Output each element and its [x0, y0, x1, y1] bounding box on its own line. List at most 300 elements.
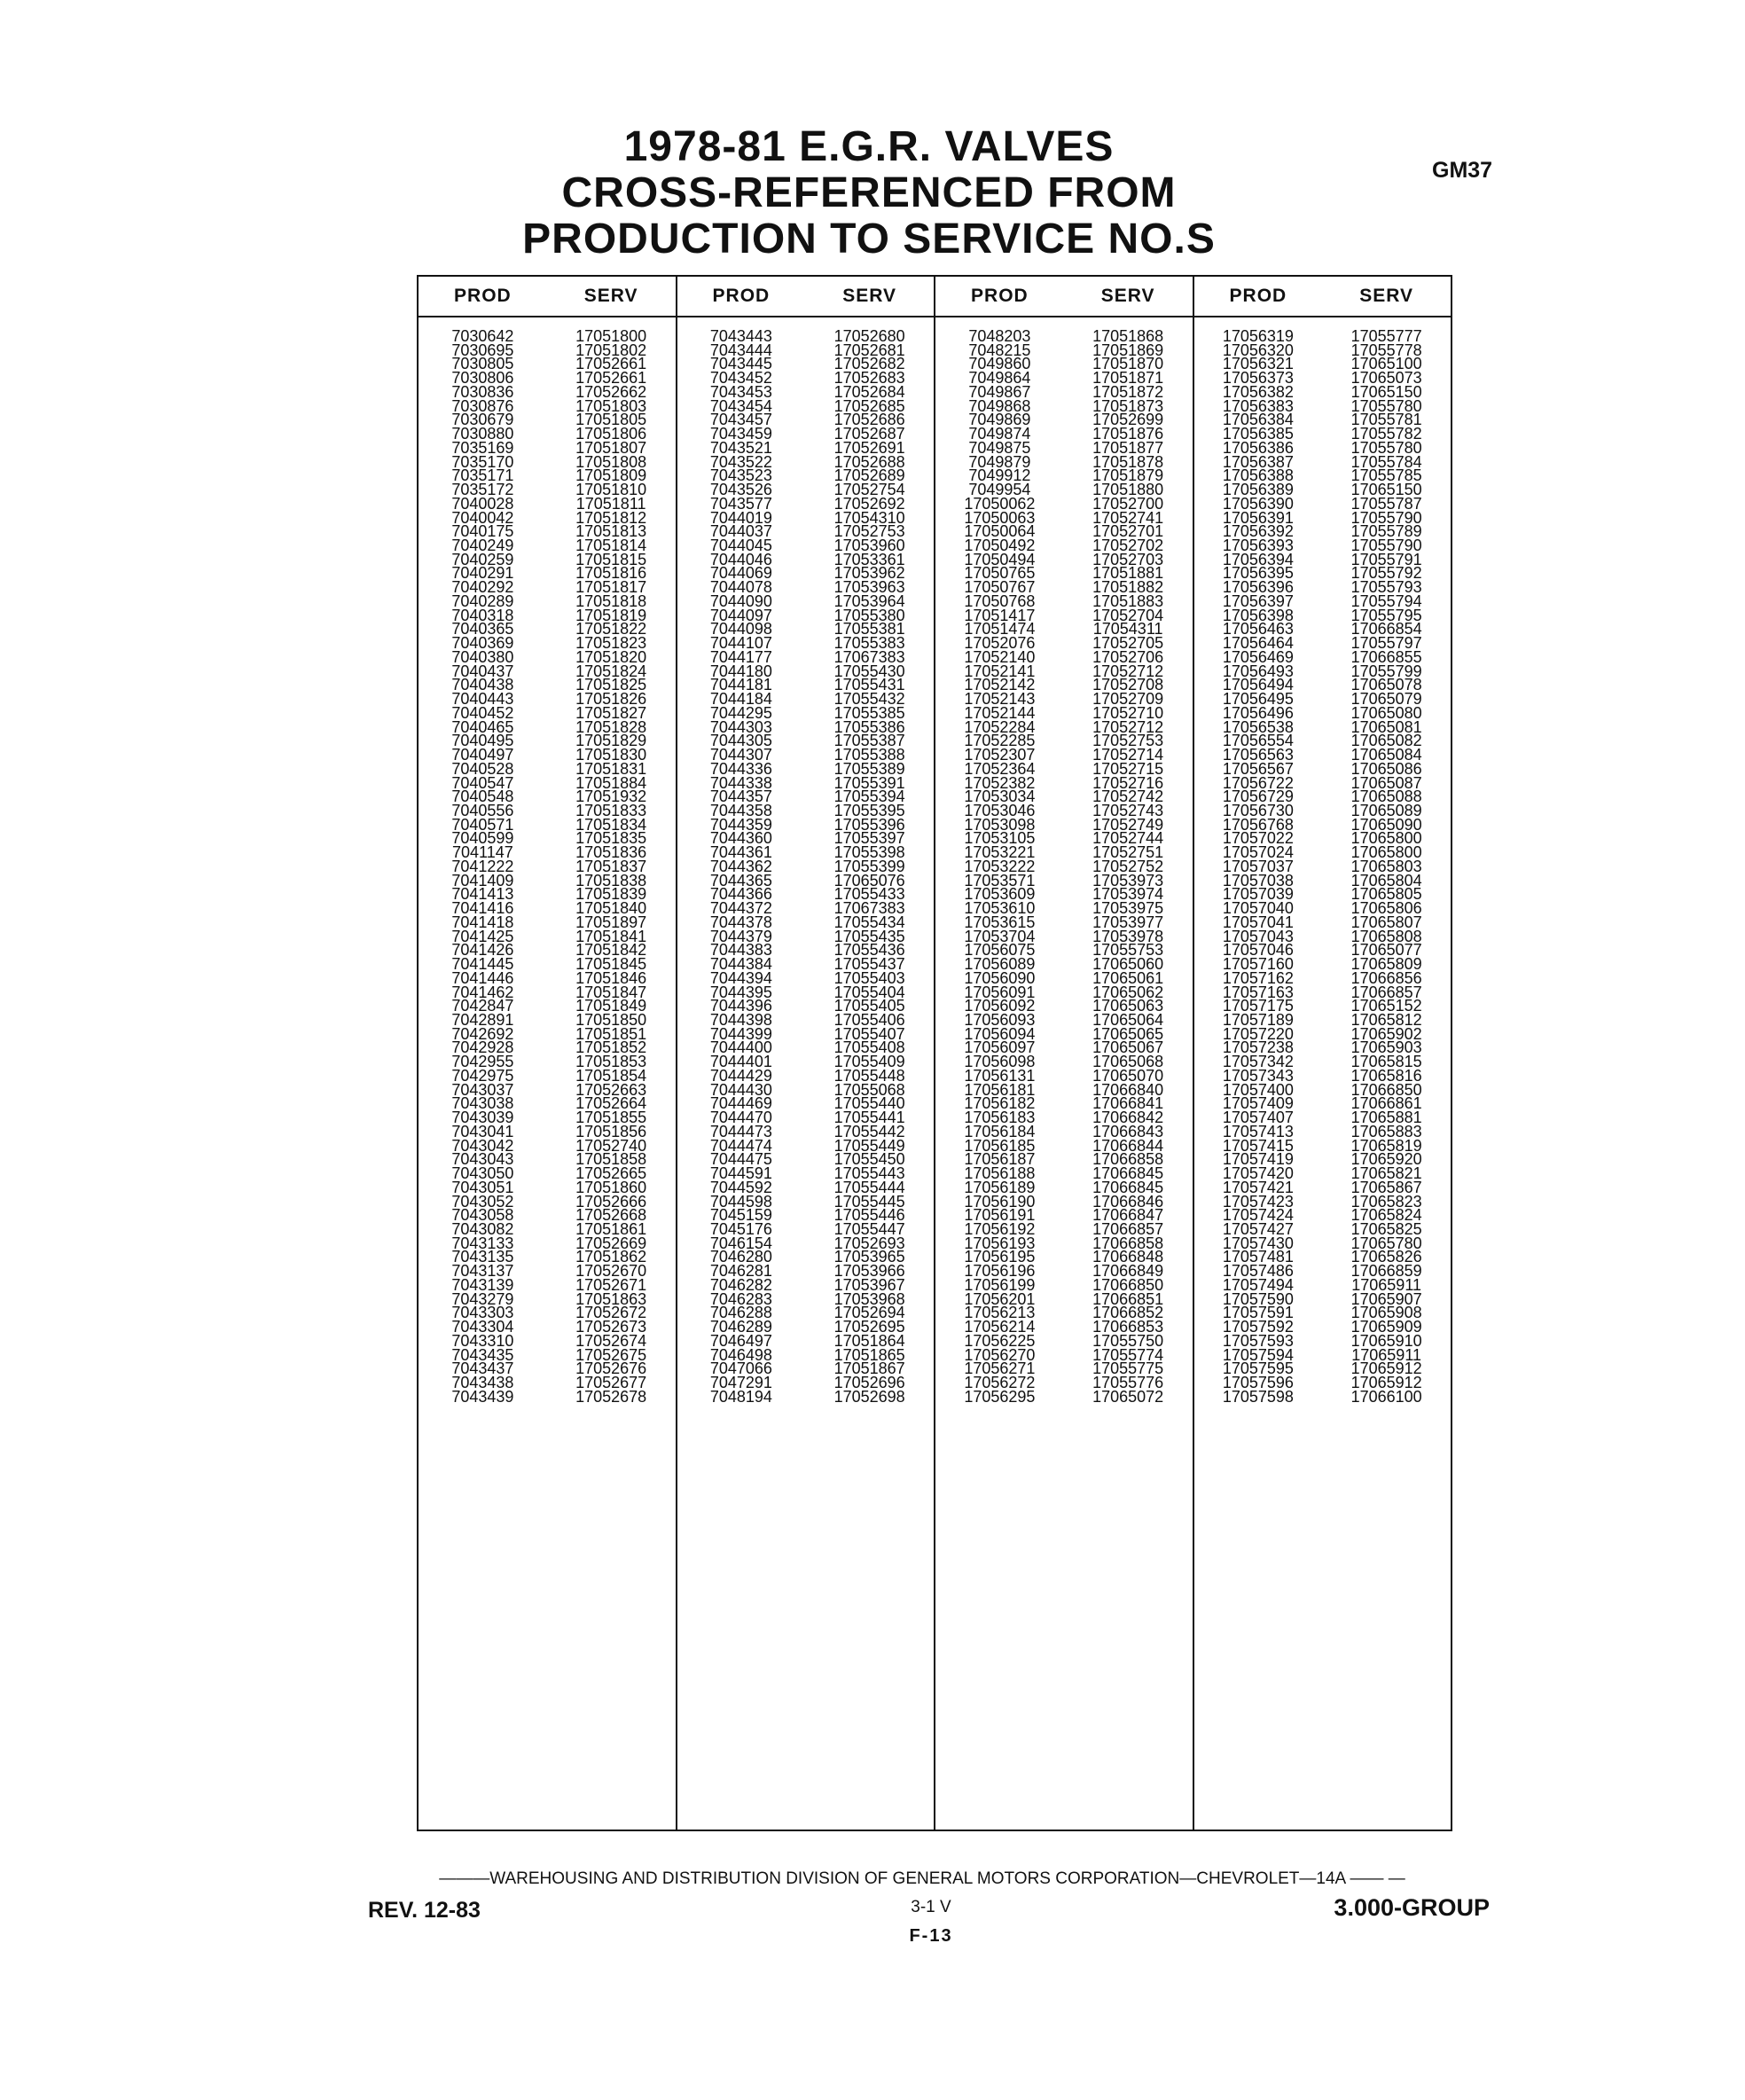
serv-number: 17052694: [833, 1304, 905, 1322]
serv-number: 17066850: [1092, 1275, 1164, 1294]
serv-number: 17051861: [575, 1220, 647, 1238]
prod-number: 7046288: [709, 1304, 772, 1322]
serv-number: 17065150: [1350, 382, 1422, 401]
serv-number: 17052753: [1092, 732, 1164, 750]
serv-number: 17055388: [833, 746, 905, 764]
prod-number: 17057590: [1222, 1289, 1294, 1308]
prod-number: 7043453: [709, 382, 772, 401]
prod-number: 7046154: [709, 1234, 772, 1252]
prod-number: 17056394: [1222, 550, 1294, 568]
prod-number: 17056093: [964, 1010, 1036, 1029]
prod-number: 17056554: [1222, 732, 1294, 750]
serv-number: 17051869: [1092, 341, 1164, 359]
prod-number: 7041418: [451, 913, 514, 931]
serv-number: 17065081: [1350, 717, 1422, 736]
serv-number: 17055448: [833, 1066, 905, 1085]
prod-number: 17056398: [1222, 606, 1294, 624]
serv-number: 17051851: [575, 1024, 647, 1043]
serv-number: 17055441: [833, 1109, 905, 1127]
prod-number: 17052144: [964, 703, 1036, 722]
serv-number: 17055381: [833, 620, 905, 639]
prod-number: 7040365: [451, 620, 514, 639]
serv-number: 17051868: [1092, 327, 1164, 345]
prod-number: 7043443: [709, 327, 772, 345]
serv-number: 17055785: [1350, 466, 1422, 485]
serv-number: 17052671: [575, 1275, 647, 1294]
prod-number: 17056097: [964, 1038, 1036, 1057]
prod-number: 7030805: [451, 355, 514, 373]
prod-number: 7044398: [709, 1010, 772, 1029]
serv-number: 17055753: [1092, 941, 1164, 960]
serv-number: 17065805: [1350, 885, 1422, 904]
serv-number: 17052742: [1092, 788, 1164, 806]
prod-number: 17050492: [964, 537, 1036, 555]
serv-number: 17055446: [833, 1206, 905, 1225]
serv-number: 17055403: [833, 968, 905, 987]
serv-number: 17051849: [575, 997, 647, 1015]
serv-number: 17055409: [833, 1053, 905, 1071]
prod-number: 7049879: [968, 452, 1031, 471]
prod-number: 7040556: [451, 801, 514, 819]
prod-number: 17056213: [964, 1304, 1036, 1322]
serv-number: 17051828: [575, 717, 647, 736]
serv-number: 17055447: [833, 1220, 905, 1238]
serv-number: 17065804: [1350, 871, 1422, 889]
prod-number: 7044475: [709, 1150, 772, 1169]
table-column: [935, 277, 1194, 1830]
serv-number: 17052714: [1092, 746, 1164, 764]
prod-number: 7044394: [709, 968, 772, 987]
prod-number: 7040380: [451, 647, 514, 666]
prod-number: 7045159: [709, 1206, 772, 1225]
serv-number: 17055791: [1350, 550, 1422, 568]
title-line-1: 1978-81 E.G.R. VALVES: [623, 123, 1115, 170]
prod-number: 7044046: [709, 550, 772, 568]
serv-number: 17065780: [1350, 1234, 1422, 1252]
prod-number: 17056389: [1222, 481, 1294, 499]
serv-number: 17055396: [833, 815, 905, 834]
serv-number: 17055389: [833, 759, 905, 778]
prod-number: 17057423: [1222, 1192, 1294, 1211]
prod-number: 17056270: [964, 1345, 1036, 1364]
prod-number: 17057415: [1222, 1136, 1294, 1155]
serv-number: 17065912: [1350, 1360, 1422, 1378]
serv-number: 17051858: [575, 1150, 647, 1169]
serv-number: 17051836: [575, 843, 647, 862]
serv-number: 17052704: [1092, 606, 1164, 624]
serv-number: 17051834: [575, 815, 647, 834]
serv-number: 17052666: [575, 1192, 647, 1211]
prod-number: 17053222: [964, 857, 1036, 875]
prod-number: 7030695: [451, 341, 514, 359]
serv-number: 17051867: [833, 1360, 905, 1378]
prod-number: 7041147: [452, 843, 513, 862]
serv-number: 17066842: [1092, 1109, 1164, 1127]
prod-number: 17057040: [1222, 899, 1294, 918]
prod-number: 17050062: [964, 494, 1036, 513]
serv-number: 17055387: [833, 732, 905, 750]
serv-number: 17066857: [1092, 1220, 1164, 1238]
serv-number: 17052681: [833, 341, 905, 359]
prod-number: 17052141: [964, 662, 1036, 680]
prod-header: PROD: [712, 286, 771, 306]
prod-number: 17057163: [1222, 983, 1294, 1001]
serv-number: 17065089: [1350, 801, 1422, 819]
serv-number: 17055782: [1350, 425, 1422, 443]
serv-number: 17065067: [1092, 1038, 1164, 1057]
prod-number: 17056397: [1222, 592, 1294, 610]
serv-number: 17065812: [1350, 1010, 1422, 1029]
prod-number: 17050063: [964, 508, 1036, 527]
serv-number: 17066844: [1092, 1136, 1164, 1155]
serv-number: 17066861: [1350, 1094, 1422, 1113]
serv-number: 17055792: [1350, 564, 1422, 583]
prod-number: 7035171: [451, 466, 514, 485]
serv-number: 17053965: [833, 1248, 905, 1266]
prod-number: 17057238: [1222, 1038, 1294, 1057]
serv-number: 17052693: [833, 1234, 905, 1252]
serv-number: 17055068: [833, 1080, 905, 1099]
prod-number: 17053034: [964, 788, 1036, 806]
serv-number: 17066851: [1092, 1289, 1164, 1308]
prod-number: 17057595: [1222, 1360, 1294, 1378]
prod-number: 7047066: [709, 1360, 772, 1378]
serv-number: 17052709: [1092, 690, 1164, 709]
prod-number: 7046280: [709, 1248, 772, 1266]
serv-number: 17052663: [575, 1080, 647, 1099]
prod-number: 17052364: [964, 759, 1036, 778]
serv-number: 17051897: [575, 913, 647, 931]
prod-number: 17056388: [1222, 466, 1294, 485]
serv-number: 17066845: [1092, 1178, 1164, 1196]
serv-number: 17051820: [575, 647, 647, 666]
prod-number: 17056188: [964, 1164, 1036, 1183]
serv-number: 17054311: [1092, 620, 1163, 639]
serv-number: 17051800: [575, 327, 647, 345]
serv-number: 17051854: [575, 1066, 647, 1085]
serv-number: 17065881: [1350, 1109, 1422, 1127]
serv-number: 17055395: [833, 801, 905, 819]
prod-number: 7040452: [451, 703, 514, 722]
prod-number: 7044383: [709, 941, 772, 960]
serv-number: 17065910: [1350, 1331, 1422, 1350]
prod-number: 7042975: [451, 1066, 514, 1085]
serv-number: 17051805: [575, 411, 647, 429]
serv-number: 17052670: [575, 1262, 647, 1281]
serv-number: 17051879: [1092, 466, 1164, 485]
table-column: [419, 277, 677, 1830]
serv-number: 17052699: [1092, 411, 1164, 429]
serv-number: 17055408: [833, 1038, 905, 1057]
serv-number: 17065903: [1350, 1038, 1422, 1057]
prod-number: 7044384: [709, 955, 772, 974]
prod-number: 17056190: [964, 1192, 1036, 1211]
serv-number: 17052675: [575, 1345, 647, 1364]
serv-number: 17066858: [1092, 1234, 1164, 1252]
prod-number: 7046282: [709, 1275, 772, 1294]
serv-number: 17051850: [575, 1010, 647, 1029]
prod-number: 17056094: [964, 1024, 1036, 1043]
serv-number: 17066858: [1092, 1150, 1164, 1169]
serv-number: 17052700: [1092, 494, 1164, 513]
serv-number: 17065912: [1350, 1374, 1422, 1392]
serv-number: 17053963: [833, 578, 905, 597]
serv-number: 17051803: [575, 396, 647, 415]
prod-number: 17056393: [1222, 537, 1294, 555]
prod-number: 17051417: [964, 606, 1036, 624]
serv-number: 17051825: [575, 676, 647, 694]
prod-number: 17056195: [964, 1248, 1036, 1266]
group-label: 3.000-GROUP: [1334, 1894, 1490, 1921]
prod-number: 7040175: [451, 522, 514, 541]
prod-number: 17056563: [1222, 746, 1294, 764]
serv-number: 17052661: [575, 355, 647, 373]
serv-number: 17065823: [1350, 1192, 1422, 1211]
revision-label: REV. 12-83: [368, 1898, 481, 1923]
serv-number: 17066854: [1350, 620, 1422, 639]
prod-number: 7040437: [451, 662, 514, 680]
prod-number: 17057592: [1222, 1318, 1294, 1336]
serv-number: 17051842: [575, 941, 647, 960]
serv-number: 17055406: [833, 1010, 905, 1029]
serv-number: 17055437: [833, 955, 905, 974]
prod-number: 17056385: [1222, 425, 1294, 443]
serv-number: 17066849: [1092, 1262, 1164, 1281]
serv-number: 17055780: [1350, 396, 1422, 415]
serv-number: 17055434: [833, 913, 905, 931]
serv-number: 17055440: [833, 1094, 905, 1113]
prod-number: 17057420: [1222, 1164, 1294, 1183]
serv-number: 17051853: [575, 1053, 647, 1071]
serv-number: 17055380: [833, 606, 905, 624]
serv-number: 17051884: [575, 773, 647, 792]
prod-number: 7030876: [451, 396, 514, 415]
prod-number: 17056196: [964, 1262, 1036, 1281]
prod-number: 7044362: [709, 857, 772, 875]
prod-number: 7044378: [709, 913, 772, 931]
prod-number: 7030806: [451, 369, 514, 388]
prod-number: 7043052: [451, 1192, 514, 1211]
title-line-2: CROSS-REFERENCED FROM: [561, 169, 1177, 216]
serv-number: 17065807: [1350, 913, 1422, 931]
column-header: [419, 277, 676, 317]
prod-number: 7043445: [709, 355, 772, 373]
prod-number: 7040528: [451, 759, 514, 778]
prod-number: 7043133: [451, 1234, 514, 1252]
prod-number: 17057041: [1222, 913, 1294, 931]
serv-number: 17052685: [833, 396, 905, 415]
prod-number: 7046498: [709, 1345, 772, 1364]
serv-number: 17055444: [833, 1178, 905, 1196]
serv-number: 17055775: [1092, 1360, 1164, 1378]
prod-header: PROD: [971, 286, 1029, 306]
prod-number: 7044037: [709, 522, 772, 541]
prod-number: 7045176: [709, 1220, 772, 1238]
serv-number: 17052674: [575, 1331, 647, 1350]
serv-number: 17053966: [833, 1262, 905, 1281]
prod-number: 17057039: [1222, 885, 1294, 904]
prod-number: 17056464: [1222, 634, 1294, 653]
serv-number: 17065087: [1350, 773, 1422, 792]
serv-number: 17066859: [1350, 1262, 1422, 1281]
prod-number: 17050765: [964, 564, 1036, 583]
serv-number: 17055445: [833, 1192, 905, 1211]
serv-number: 17055777: [1350, 327, 1422, 345]
serv-number: 17051827: [575, 703, 647, 722]
prod-number: 7044474: [709, 1136, 772, 1155]
page-number: F-13: [909, 1926, 953, 1946]
prod-number: 17056092: [964, 997, 1036, 1015]
prod-number: 17056722: [1222, 773, 1294, 792]
prod-number: 7030679: [451, 411, 514, 429]
prod-number: 17057419: [1222, 1150, 1294, 1169]
serv-number: 17055774: [1092, 1345, 1164, 1364]
serv-number: 17065907: [1350, 1289, 1422, 1308]
serv-number: 17066840: [1092, 1080, 1164, 1099]
prod-number: 17056321: [1222, 355, 1294, 373]
prod-number: 7044598: [709, 1192, 772, 1211]
serv-number: 17065061: [1092, 968, 1164, 987]
prod-number: 17056089: [964, 955, 1036, 974]
prod-number: 17057409: [1222, 1094, 1294, 1113]
serv-number: 17055780: [1350, 438, 1422, 457]
serv-number: 17066850: [1350, 1080, 1422, 1099]
prod-number: 7044469: [709, 1094, 772, 1113]
prod-number: 7044372: [709, 899, 772, 918]
prod-number: 7044365: [709, 871, 772, 889]
prod-number: 17053610: [964, 899, 1036, 918]
prod-number: 7043135: [451, 1248, 514, 1266]
prod-number: 7041445: [451, 955, 514, 974]
prod-number: 17056493: [1222, 662, 1294, 680]
serv-number: 17052712: [1092, 717, 1164, 736]
prod-number: 7040548: [451, 788, 514, 806]
serv-number: 17055793: [1350, 578, 1422, 597]
serv-number: 17065082: [1350, 732, 1422, 750]
serv-number: 17055431: [833, 676, 905, 694]
footer-line: ———WAREHOUSING AND DISTRIBUTION DIVISION OF GENERAL MOTORS CORPORATION—CHEVROLET—14A —— —: [439, 1869, 1405, 1888]
prod-number: 7040289: [451, 592, 514, 610]
serv-number: 17055784: [1350, 452, 1422, 471]
prod-number: 17057591: [1222, 1304, 1294, 1322]
serv-number: 17052743: [1092, 801, 1164, 819]
serv-number: 17051818: [575, 592, 647, 610]
serv-number: 17053361: [833, 550, 905, 568]
prod-header: PROD: [454, 286, 512, 306]
serv-number: 17055781: [1350, 411, 1422, 429]
serv-number: 17053975: [1092, 899, 1164, 918]
table-column: [1194, 277, 1452, 1830]
prod-number: 7030642: [451, 327, 514, 345]
serv-number: 17051932: [575, 788, 647, 806]
prod-number: 7043457: [709, 411, 772, 429]
prod-number: 7040028: [451, 494, 514, 513]
prod-number: 7044303: [709, 717, 772, 736]
prod-number: 7041426: [451, 941, 514, 960]
serv-number: 17065815: [1350, 1053, 1422, 1071]
prod-number: 7043452: [709, 369, 772, 388]
serv-number: 17055443: [833, 1164, 905, 1183]
serv-number: 17051833: [575, 801, 647, 819]
serv-number: 17052678: [575, 1387, 647, 1406]
prod-number: 7043454: [709, 396, 772, 415]
serv-number: 17052716: [1092, 773, 1164, 792]
serv-number: 17051873: [1092, 396, 1164, 415]
prod-number: 7043435: [451, 1345, 514, 1364]
prod-number: 7030836: [451, 382, 514, 401]
serv-number: 17052710: [1092, 703, 1164, 722]
serv-number: 17066856: [1350, 968, 1422, 987]
prod-number: 17056191: [964, 1206, 1036, 1225]
prod-number: 17056193: [964, 1234, 1036, 1252]
prod-number: 17057481: [1222, 1248, 1294, 1266]
prod-number: 17057400: [1222, 1080, 1294, 1099]
prod-number: 7040465: [451, 717, 514, 736]
prod-number: 7043042: [451, 1136, 514, 1155]
prod-number: 17056495: [1222, 690, 1294, 709]
serv-number: 17051865: [833, 1345, 905, 1364]
prod-number: 7044470: [709, 1109, 772, 1127]
serv-number: 17066853: [1092, 1318, 1164, 1336]
serv-number: 17065076: [833, 871, 905, 889]
serv-number: 17055405: [833, 997, 905, 1015]
prod-number: 17053704: [964, 927, 1036, 945]
serv-number: 17065086: [1350, 759, 1422, 778]
prod-number: 17052142: [964, 676, 1036, 694]
prod-number: 7041416: [451, 899, 514, 918]
serv-number: 17053978: [1092, 927, 1164, 945]
serv-number: 17052754: [833, 481, 905, 499]
prod-number: 17056383: [1222, 396, 1294, 415]
serv-number: 17052706: [1092, 647, 1164, 666]
serv-header: SERV: [1359, 286, 1414, 306]
prod-number: 7044069: [709, 564, 772, 583]
prod-number: 7044399: [709, 1024, 772, 1043]
serv-number: 17055385: [833, 703, 905, 722]
prod-number: 7040438: [451, 676, 514, 694]
prod-number: 17053098: [964, 815, 1036, 834]
prod-number: 7043438: [451, 1374, 514, 1392]
serv-number: 17052740: [575, 1136, 647, 1155]
prod-number: 7044184: [709, 690, 772, 709]
prod-number: 17057343: [1222, 1066, 1294, 1085]
serv-number: 17052702: [1092, 537, 1164, 555]
prod-number: 17056184: [964, 1122, 1036, 1140]
prod-number: 7046497: [709, 1331, 772, 1350]
prod-number: 7040599: [451, 829, 514, 848]
serv-number: 17065883: [1350, 1122, 1422, 1140]
serv-number: 17055789: [1350, 522, 1422, 541]
prod-number: 7044177: [709, 647, 772, 666]
serv-number: 17065806: [1350, 899, 1422, 918]
prod-number: 17057413: [1222, 1122, 1294, 1140]
prod-number: 7043050: [451, 1164, 514, 1183]
prod-number: 7043051: [451, 1178, 514, 1196]
prod-number: 7044305: [709, 732, 772, 750]
serv-number: 17052682: [833, 355, 905, 373]
serv-number: 17051812: [575, 508, 647, 527]
prod-header: PROD: [1229, 286, 1287, 306]
serv-number: 17051809: [575, 466, 647, 485]
prod-number: 7049954: [968, 481, 1031, 499]
prod-number: 7043439: [451, 1387, 514, 1406]
prod-number: 7044078: [709, 578, 772, 597]
prod-number: 7043043: [451, 1150, 514, 1169]
prod-number: 7043303: [451, 1304, 514, 1322]
prod-number: 7040318: [451, 606, 514, 624]
prod-number: 17057046: [1222, 941, 1294, 960]
prod-number: 7044395: [709, 983, 772, 1001]
